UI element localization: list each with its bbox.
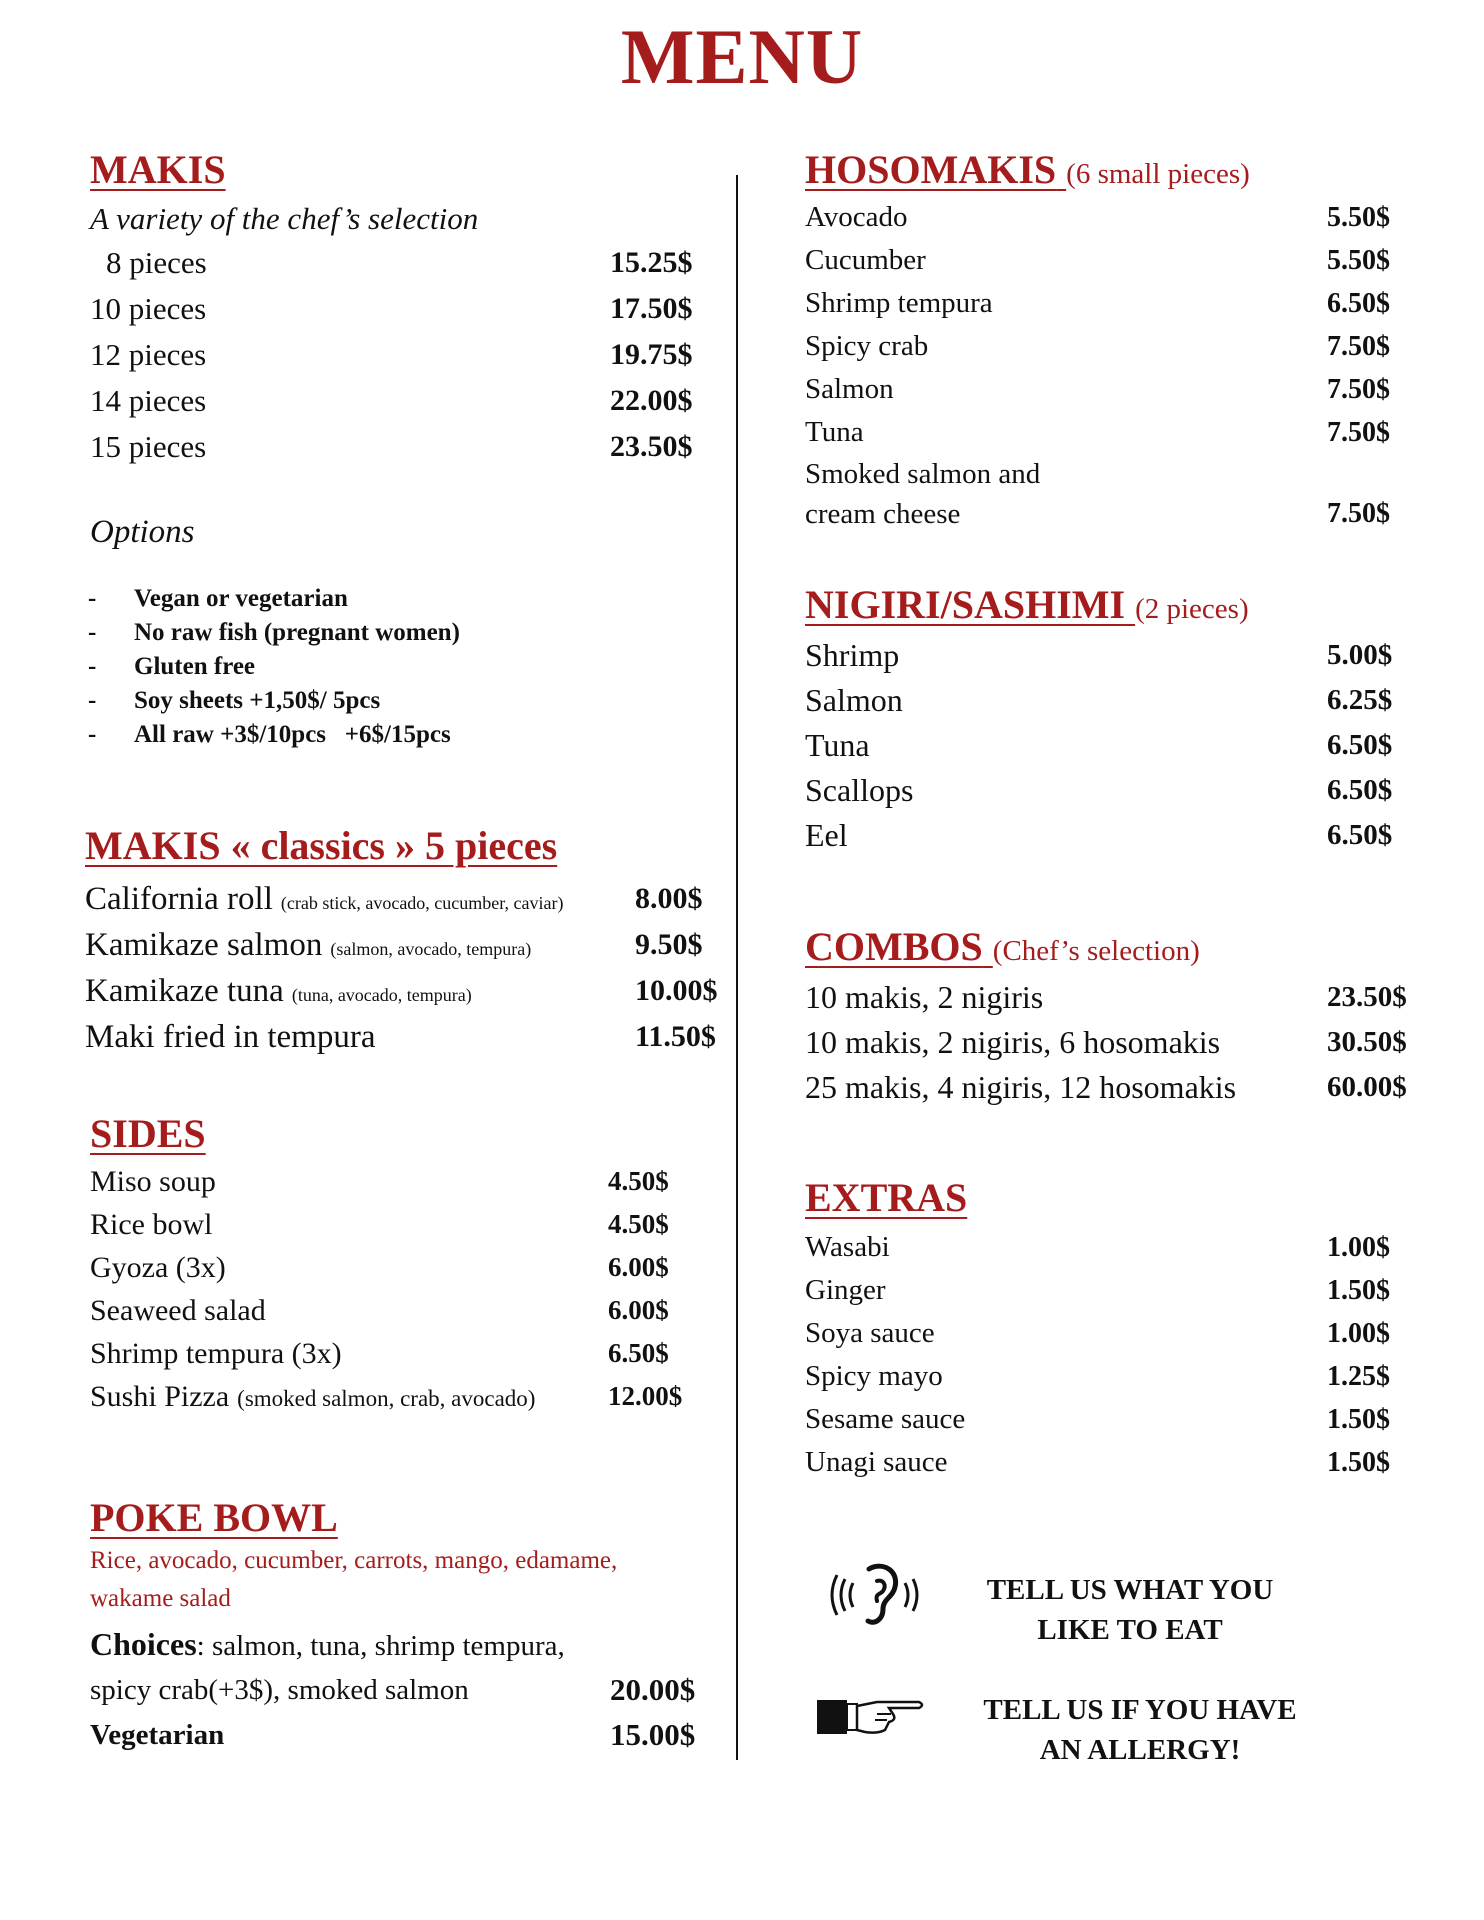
extras-list xyxy=(805,1226,1425,1484)
nigiri-row-name: Salmon xyxy=(805,682,903,718)
hosomakis-last-line1: Smoked salmon and xyxy=(805,458,1041,490)
classics-row-name: Kamikaze tuna xyxy=(85,973,284,1009)
column-divider xyxy=(736,175,738,1760)
sides-row-name: Gyoza (3x) xyxy=(90,1251,226,1284)
nigiri-row-price: 6.50$ xyxy=(1327,729,1393,761)
extras-row-price: 1.50$ xyxy=(1327,1447,1390,1478)
extras-row-name: Unagi sauce xyxy=(805,1446,948,1478)
nigiri-row-name: Tuna xyxy=(805,727,870,763)
makis-row-price: 23.50$ xyxy=(610,430,693,464)
extras-row xyxy=(805,1312,1425,1355)
extras-row-price: 1.25$ xyxy=(1327,1361,1390,1392)
hosomakis-row-name: Salmon xyxy=(805,373,894,405)
tell-allergy-line2: AN ALLERGY! xyxy=(1039,1734,1241,1766)
nigiri-row-name: Shrimp xyxy=(805,637,900,673)
option-bullet: - xyxy=(88,687,97,714)
sides-row-price: 6.00$ xyxy=(608,1295,669,1325)
extras-row-price: 1.50$ xyxy=(1327,1275,1390,1306)
combos-row-price: 30.50$ xyxy=(1327,1026,1407,1058)
option-text: Gluten free xyxy=(134,653,256,680)
hosomakis-heading-text: HOSOMAKIS xyxy=(805,147,1057,192)
hosomakis-row-name: Tuna xyxy=(805,416,864,448)
nigiri-section xyxy=(805,583,1425,858)
makis-row-name: 15 pieces xyxy=(90,429,207,465)
ear-icon xyxy=(825,1555,925,1640)
tell-what-you-like-notice xyxy=(960,1570,1300,1650)
makis-row xyxy=(90,332,710,378)
hosomakis-row xyxy=(805,325,1425,368)
hosomakis-last-row xyxy=(805,494,1425,534)
hosomakis-row-price: 5.50$ xyxy=(1327,245,1390,276)
classics-row-price: 11.50$ xyxy=(635,1020,716,1053)
nigiri-heading xyxy=(805,583,1425,627)
extras-row-price: 1.50$ xyxy=(1327,1404,1390,1435)
makis-row xyxy=(90,424,710,470)
makis-row xyxy=(90,240,710,286)
extras-row xyxy=(805,1398,1425,1441)
option-item xyxy=(88,650,460,684)
extras-row-name: Soya sauce xyxy=(805,1317,935,1349)
menu-title: MENU xyxy=(620,13,864,100)
poke-vegetarian-label: Vegetarian xyxy=(90,1719,225,1751)
nigiri-row xyxy=(805,723,1425,768)
combos-note: (Chef’s selection) xyxy=(992,935,1200,967)
nigiri-list xyxy=(805,633,1425,858)
hosomakis-row-price: 7.50$ xyxy=(1327,417,1390,448)
makis-row-price: 19.75$ xyxy=(610,338,693,372)
extras-row-price: 1.00$ xyxy=(1327,1318,1390,1349)
nigiri-row-name: Eel xyxy=(805,817,848,853)
sides-row-name: Sushi Pizza xyxy=(90,1380,230,1413)
nigiri-row-price: 6.50$ xyxy=(1327,774,1393,806)
classics-row-price: 10.00$ xyxy=(635,974,718,1007)
poke-choices-line2: spicy crab(+3$), smoked salmon xyxy=(90,1674,469,1706)
makis-row-name: 12 pieces xyxy=(90,337,207,373)
sides-row xyxy=(90,1203,710,1246)
tell-allergy-line1: TELL US IF YOU HAVE xyxy=(983,1694,1297,1726)
sides-row-name: Rice bowl xyxy=(90,1208,213,1241)
hosomakis-row-price: 7.50$ xyxy=(1327,374,1390,405)
option-item xyxy=(88,684,460,718)
makis-row-name: 10 pieces xyxy=(90,291,207,327)
classics-row-name: Maki fried in tempura xyxy=(85,1019,376,1055)
options-list xyxy=(88,582,460,752)
classics-row-detail: (salmon, avocado, tempura) xyxy=(330,939,532,959)
poke-ingredients-line1: Rice, avocado, cucumber, carrots, mango, edamame, xyxy=(90,1547,618,1574)
hosomakis-row-name: Avocado xyxy=(805,201,908,233)
extras-heading: EXTRAS xyxy=(805,1175,968,1220)
pointing-hand-icon xyxy=(815,1690,927,1751)
sides-row-detail: (smoked salmon, crab, avocado) xyxy=(237,1386,536,1411)
combos-row-name: 25 makis, 4 nigiris, 12 hosomakis xyxy=(805,1069,1237,1105)
hosomakis-heading xyxy=(805,148,1425,192)
hosomakis-row-price: 7.50$ xyxy=(1327,331,1390,362)
nigiri-row-price: 6.50$ xyxy=(1327,819,1393,851)
sides-row-price: 4.50$ xyxy=(608,1166,669,1196)
nigiri-row xyxy=(805,678,1425,723)
extras-row-name: Spicy mayo xyxy=(805,1360,943,1392)
option-text: All raw +3$/10pcs +6$/15pcs xyxy=(134,721,451,748)
option-text: Vegan or vegetarian xyxy=(134,585,348,612)
makis-row xyxy=(90,378,710,424)
poke-choices-price: 20.00$ xyxy=(610,1672,696,1707)
makis-row-name: 8 pieces xyxy=(106,245,207,281)
extras-row xyxy=(805,1441,1425,1484)
option-bullet: - xyxy=(88,619,97,646)
sides-row-name: Seaweed salad xyxy=(90,1294,266,1327)
hosomakis-last-line2: cream cheese xyxy=(805,498,961,530)
sides-heading: SIDES xyxy=(90,1111,206,1156)
classics-row xyxy=(85,876,725,922)
classics-row-name: Kamikaze salmon xyxy=(85,927,323,963)
option-bullet: - xyxy=(88,721,97,748)
option-item xyxy=(88,718,460,752)
classics-row xyxy=(85,968,725,1014)
extras-row-price: 1.00$ xyxy=(1327,1232,1390,1263)
combos-row-price: 60.00$ xyxy=(1327,1071,1407,1103)
nigiri-row xyxy=(805,813,1425,858)
combos-heading xyxy=(805,925,1445,969)
option-text: Soy sheets +1,50$/ 5pcs xyxy=(134,687,381,714)
option-item xyxy=(88,616,460,650)
poke-choices-line1: : salmon, tuna, shrimp tempura, xyxy=(196,1630,565,1662)
combos-section xyxy=(805,925,1445,1110)
nigiri-row xyxy=(805,633,1425,678)
makis-list xyxy=(90,240,710,470)
sides-row-price: 6.00$ xyxy=(608,1252,669,1282)
hosomakis-row xyxy=(805,368,1425,411)
poke-ingredients-line2: wakame salad xyxy=(90,1585,231,1612)
sides-section xyxy=(90,1112,710,1418)
sides-list xyxy=(90,1160,710,1418)
extras-row-name: Sesame sauce xyxy=(805,1403,966,1435)
hosomakis-row xyxy=(805,411,1425,454)
classics-row-price: 8.00$ xyxy=(635,882,703,915)
combos-row-name: 10 makis, 2 nigiris, 6 hosomakis xyxy=(805,1024,1221,1060)
makis-row-name: 14 pieces xyxy=(90,383,207,419)
combos-row-price: 23.50$ xyxy=(1327,981,1407,1013)
nigiri-row xyxy=(805,768,1425,813)
extras-row xyxy=(805,1226,1425,1269)
makis-row-price: 17.50$ xyxy=(610,292,693,326)
options-heading: Options xyxy=(90,514,195,550)
combos-row xyxy=(805,1065,1445,1110)
hosomakis-row-name: Cucumber xyxy=(805,244,926,276)
hosomakis-row xyxy=(805,239,1425,282)
tell-like-line2: LIKE TO EAT xyxy=(1037,1614,1223,1646)
hosomakis-row xyxy=(805,196,1425,239)
classics-row-price: 9.50$ xyxy=(635,928,703,961)
tell-allergy-notice xyxy=(960,1690,1320,1770)
combos-list xyxy=(805,975,1445,1110)
sides-row xyxy=(90,1375,710,1418)
hosomakis-row xyxy=(805,282,1425,325)
tell-like-line1: TELL US WHAT YOU xyxy=(986,1574,1274,1606)
classics-heading: MAKIS « classics » 5 pieces xyxy=(85,823,558,868)
option-item xyxy=(88,582,460,616)
classics-row xyxy=(85,922,725,968)
sides-row xyxy=(90,1289,710,1332)
extras-section xyxy=(805,1176,1425,1484)
makis-row-price: 15.25$ xyxy=(610,246,693,280)
sides-row-price: 4.50$ xyxy=(608,1209,669,1239)
poke-heading: POKE BOWL xyxy=(90,1495,338,1540)
combos-heading-text: COMBOS xyxy=(805,924,983,969)
nigiri-heading-text: NIGIRI/SASHIMI xyxy=(805,582,1126,627)
poke-choices-row2 xyxy=(90,1668,710,1712)
poke-choices-label: Choices xyxy=(90,1626,197,1662)
makis-row-price: 22.00$ xyxy=(610,384,693,418)
option-text: No raw fish (pregnant women) xyxy=(134,619,460,646)
hosomakis-list xyxy=(805,196,1425,454)
hosomakis-row-name: Spicy crab xyxy=(805,330,929,362)
sides-row xyxy=(90,1246,710,1289)
hosomakis-note: (6 small pieces) xyxy=(1066,158,1250,190)
makis-row xyxy=(90,286,710,332)
sides-row-price: 12.00$ xyxy=(608,1381,683,1411)
poke-vegetarian-row xyxy=(90,1712,710,1758)
nigiri-row-price: 6.25$ xyxy=(1327,684,1393,716)
extras-row xyxy=(805,1355,1425,1398)
makis-subtitle: A variety of the chef’s selection xyxy=(90,201,479,236)
extras-row xyxy=(805,1269,1425,1312)
option-bullet: - xyxy=(88,585,97,612)
option-bullet: - xyxy=(88,653,97,680)
poke-vegetarian-price: 15.00$ xyxy=(610,1717,696,1752)
sides-row xyxy=(90,1332,710,1375)
nigiri-row-name: Scallops xyxy=(805,772,914,808)
classics-row xyxy=(85,1014,725,1060)
combos-row xyxy=(805,1020,1445,1065)
sides-row xyxy=(90,1160,710,1203)
nigiri-note: (2 pieces) xyxy=(1135,593,1249,625)
classics-row-detail: (crab stick, avocado, cucumber, caviar) xyxy=(280,893,564,913)
makis-section xyxy=(90,148,710,470)
sides-row-name: Miso soup xyxy=(90,1165,216,1198)
poke-section xyxy=(90,1496,710,1758)
sides-row-name: Shrimp tempura (3x) xyxy=(90,1337,342,1370)
hosomakis-row-name: Shrimp tempura xyxy=(805,287,993,319)
classics-section xyxy=(85,824,725,1060)
poke-choices-row xyxy=(90,1620,710,1668)
combos-row-name: 10 makis, 2 nigiris xyxy=(805,979,1044,1015)
nigiri-row-price: 5.00$ xyxy=(1327,639,1393,671)
hosomakis-row-price: 6.50$ xyxy=(1327,288,1390,319)
classics-row-detail: (tuna, avocado, tempura) xyxy=(291,985,472,1005)
extras-row-name: Ginger xyxy=(805,1274,886,1306)
extras-row-name: Wasabi xyxy=(805,1231,890,1263)
hosomakis-last-price: 7.50$ xyxy=(1327,498,1390,529)
makis-heading: MAKIS xyxy=(90,147,226,192)
hosomakis-section xyxy=(805,148,1425,534)
sides-row-price: 6.50$ xyxy=(608,1338,669,1368)
combos-row xyxy=(805,975,1445,1020)
hosomakis-row-price: 5.50$ xyxy=(1327,202,1390,233)
classics-row-name: California roll xyxy=(85,881,273,917)
classics-list xyxy=(85,876,725,1060)
